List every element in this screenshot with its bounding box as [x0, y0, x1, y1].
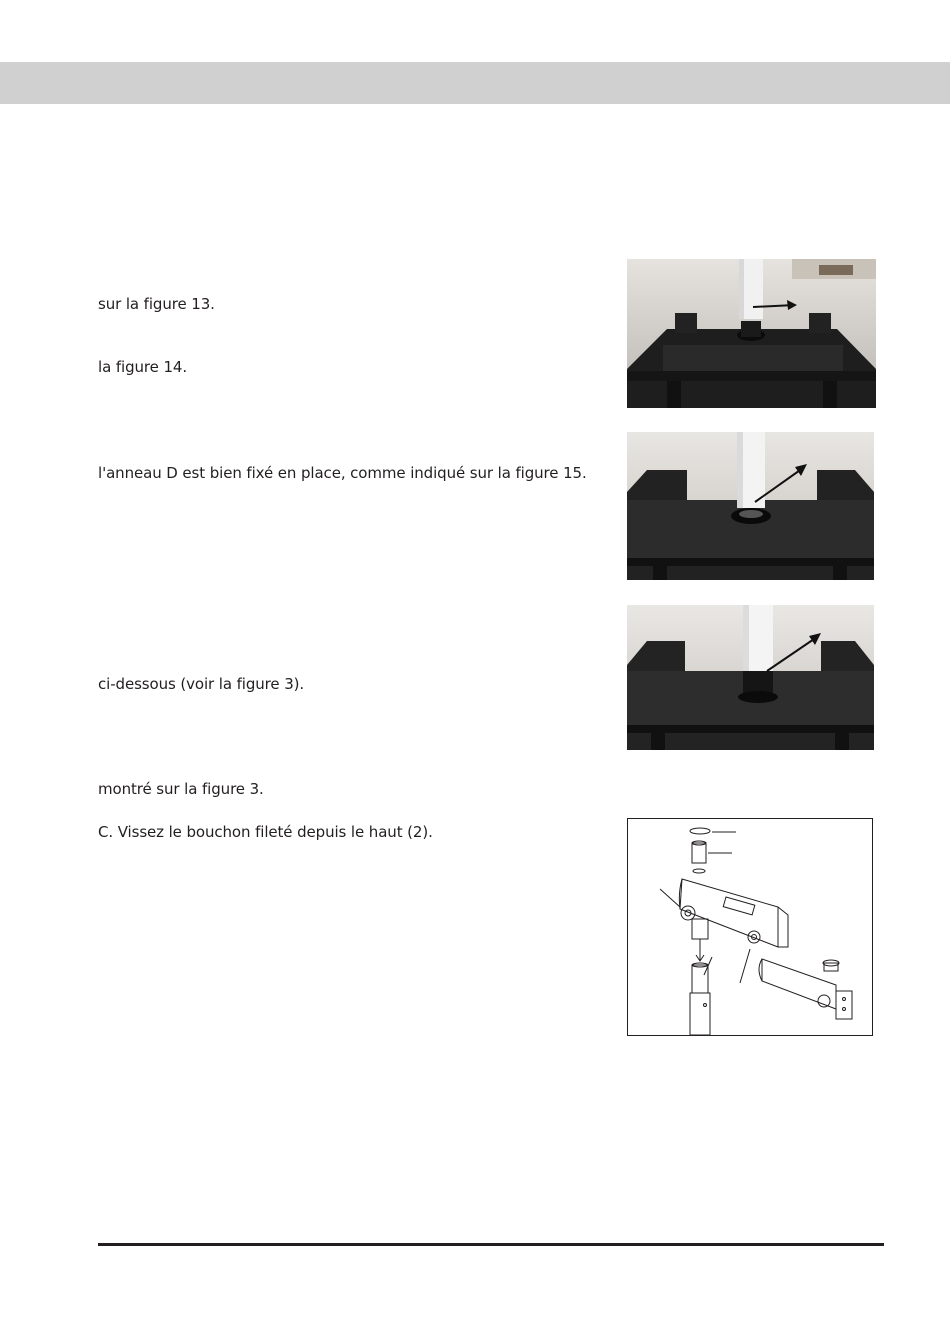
header-band [0, 62, 950, 104]
arrow-annotation-icon [660, 889, 680, 907]
instruction-line-fig3b: montré sur la figure 3. [98, 780, 264, 798]
instruction-line-fig14: la figure 14. [98, 358, 187, 376]
instruction-step-c: C. Vissez le bouchon fileté depuis le haut (2). [98, 823, 433, 841]
instruction-line-fig15: l'anneau D est bien fixé en place, comme indiqué sur la figure 15. [98, 464, 587, 482]
arrow-annotation-icon [740, 949, 750, 983]
photo-figure-13 [627, 259, 876, 408]
instruction-line-fig3a: ci-dessous (voir la figure 3). [98, 675, 305, 693]
photo-figure-15 [627, 605, 874, 750]
footer-rule [98, 1243, 884, 1246]
instruction-line-fig13: sur la figure 13. [98, 295, 215, 313]
diagram-figure-3 [627, 818, 873, 1036]
photo-figure-14 [627, 432, 874, 580]
